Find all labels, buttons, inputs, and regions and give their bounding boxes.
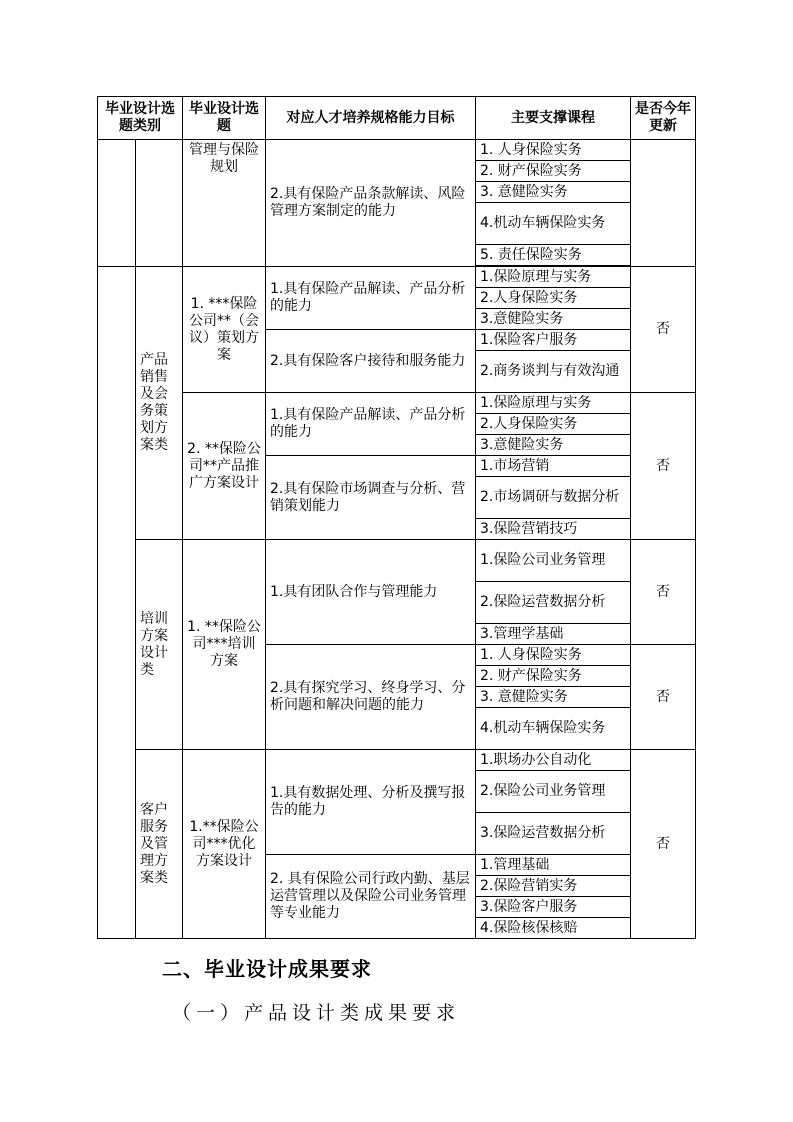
category-left-cell xyxy=(98,540,136,750)
goal-cell: 2. 具有保险公司行政内勤、基层运营管理以及保险公司业务管理等专业能力 xyxy=(266,855,476,939)
goal-cell: 2.具有保险产品条款解读、风险管理方案制定的能力 xyxy=(266,140,476,267)
goal-cell: 1.具有数据处理、分析及撰写报告的能力 xyxy=(266,750,476,855)
topic-cell: 1. ***保险公司**（会议）策划方案 xyxy=(183,267,266,393)
category-cell xyxy=(136,140,183,267)
course-cell: 1. 人身保险实务 xyxy=(476,645,631,666)
course-cell: 3. 意健险实务 xyxy=(476,687,631,708)
goal-cell: 2.具有保险市场调查与分析、营销策划能力 xyxy=(266,456,476,540)
course-cell: 2.市场调研与数据分析 xyxy=(476,477,631,519)
topic-cell: 2. **保险公司**产品推广方案设计 xyxy=(183,393,266,540)
course-cell: 3.意健险实务 xyxy=(476,309,631,330)
course-cell: 2.保险营销实务 xyxy=(476,876,631,897)
course-cell: 3.意健险实务 xyxy=(476,435,631,456)
course-cell: 1.管理基础 xyxy=(476,855,631,876)
header-topic: 毕业设计选题 xyxy=(183,97,266,140)
topic-cell: 1. **保险公司***培训方案 xyxy=(183,540,266,750)
goal-cell: 2.具有探究学习、终身学习、分析问题和解决问题的能力 xyxy=(266,645,476,750)
table-row xyxy=(98,140,696,161)
table-row xyxy=(98,267,696,288)
header-courses: 主要支撑课程 xyxy=(476,97,631,140)
goal-cell: 2.具有保险客户接待和服务能力 xyxy=(266,330,476,393)
course-cell: 1.保险原理与实务 xyxy=(476,267,631,288)
table-row xyxy=(98,540,696,582)
subsection-heading: （一）产品设计类成果要求 xyxy=(172,1002,461,1024)
goal-cell: 1.具有保险产品解读、产品分析的能力 xyxy=(266,393,476,456)
course-cell: 2.商务谈判与有效沟通 xyxy=(476,351,631,393)
course-cell: 3.保险客户服务 xyxy=(476,897,631,918)
section-heading: 二、毕业设计成果要求 xyxy=(162,957,372,981)
category-cell: 培训方案设计类 xyxy=(136,540,183,750)
header-category: 毕业设计选题类别 xyxy=(98,97,183,140)
category-cell: 产品销售及会务策划方案类 xyxy=(136,267,183,540)
course-cell: 1.市场营销 xyxy=(476,456,631,477)
update-cell: 否 xyxy=(631,645,696,750)
course-cell: 2.人身保险实务 xyxy=(476,414,631,435)
course-cell: 3.保险营销技巧 xyxy=(476,519,631,540)
header-updated: 是否今年更新 xyxy=(631,97,696,140)
course-cell: 4.保险核保核赔 xyxy=(476,918,631,939)
curriculum-table xyxy=(97,96,696,939)
course-cell: 3.管理学基础 xyxy=(476,624,631,645)
course-cell: 1.职场办公自动化 xyxy=(476,750,631,771)
update-cell: 否 xyxy=(631,393,696,540)
course-cell: 1.保险公司业务管理 xyxy=(476,540,631,582)
course-cell: 2.保险公司业务管理 xyxy=(476,771,631,813)
category-cell: 客户服务及管理方案类 xyxy=(136,750,183,939)
update-cell: 否 xyxy=(631,540,696,645)
course-cell: 5. 责任保险实务 xyxy=(476,245,631,266)
category-left-cell xyxy=(98,140,136,267)
category-left-cell xyxy=(98,750,136,939)
course-cell: 2. 财产保险实务 xyxy=(476,161,631,182)
course-cell: 2.保险运营数据分析 xyxy=(476,582,631,624)
update-cell: 否 xyxy=(631,267,696,393)
course-cell: 3.保险运营数据分析 xyxy=(476,813,631,855)
category-left-cell xyxy=(98,393,136,540)
course-cell: 4.机动车辆保险实务 xyxy=(476,203,631,245)
goal-cell: 1.具有保险产品解读、产品分析的能力 xyxy=(266,267,476,330)
course-cell: 3. 意健险实务 xyxy=(476,182,631,203)
course-cell: 1. 人身保险实务 xyxy=(476,140,631,161)
header-ability-goal: 对应人才培养规格能力目标 xyxy=(266,97,476,140)
course-cell: 2. 财产保险实务 xyxy=(476,666,631,687)
table-row xyxy=(98,393,696,414)
course-cell: 4.机动车辆保险实务 xyxy=(476,708,631,750)
course-cell: 1.保险客户服务 xyxy=(476,330,631,351)
goal-cell: 1.具有团队合作与管理能力 xyxy=(266,540,476,645)
topic-cell: 管理与保险规划 xyxy=(183,140,266,267)
course-cell: 2.人身保险实务 xyxy=(476,288,631,309)
update-cell: 否 xyxy=(631,750,696,939)
topic-cell: 1.**保险公司***优化方案设计 xyxy=(183,750,266,939)
category-left-cell xyxy=(98,267,136,393)
course-cell: 1.保险原理与实务 xyxy=(476,393,631,414)
update-cell xyxy=(631,140,696,267)
table-header-row xyxy=(98,97,696,140)
table-row xyxy=(98,750,696,771)
